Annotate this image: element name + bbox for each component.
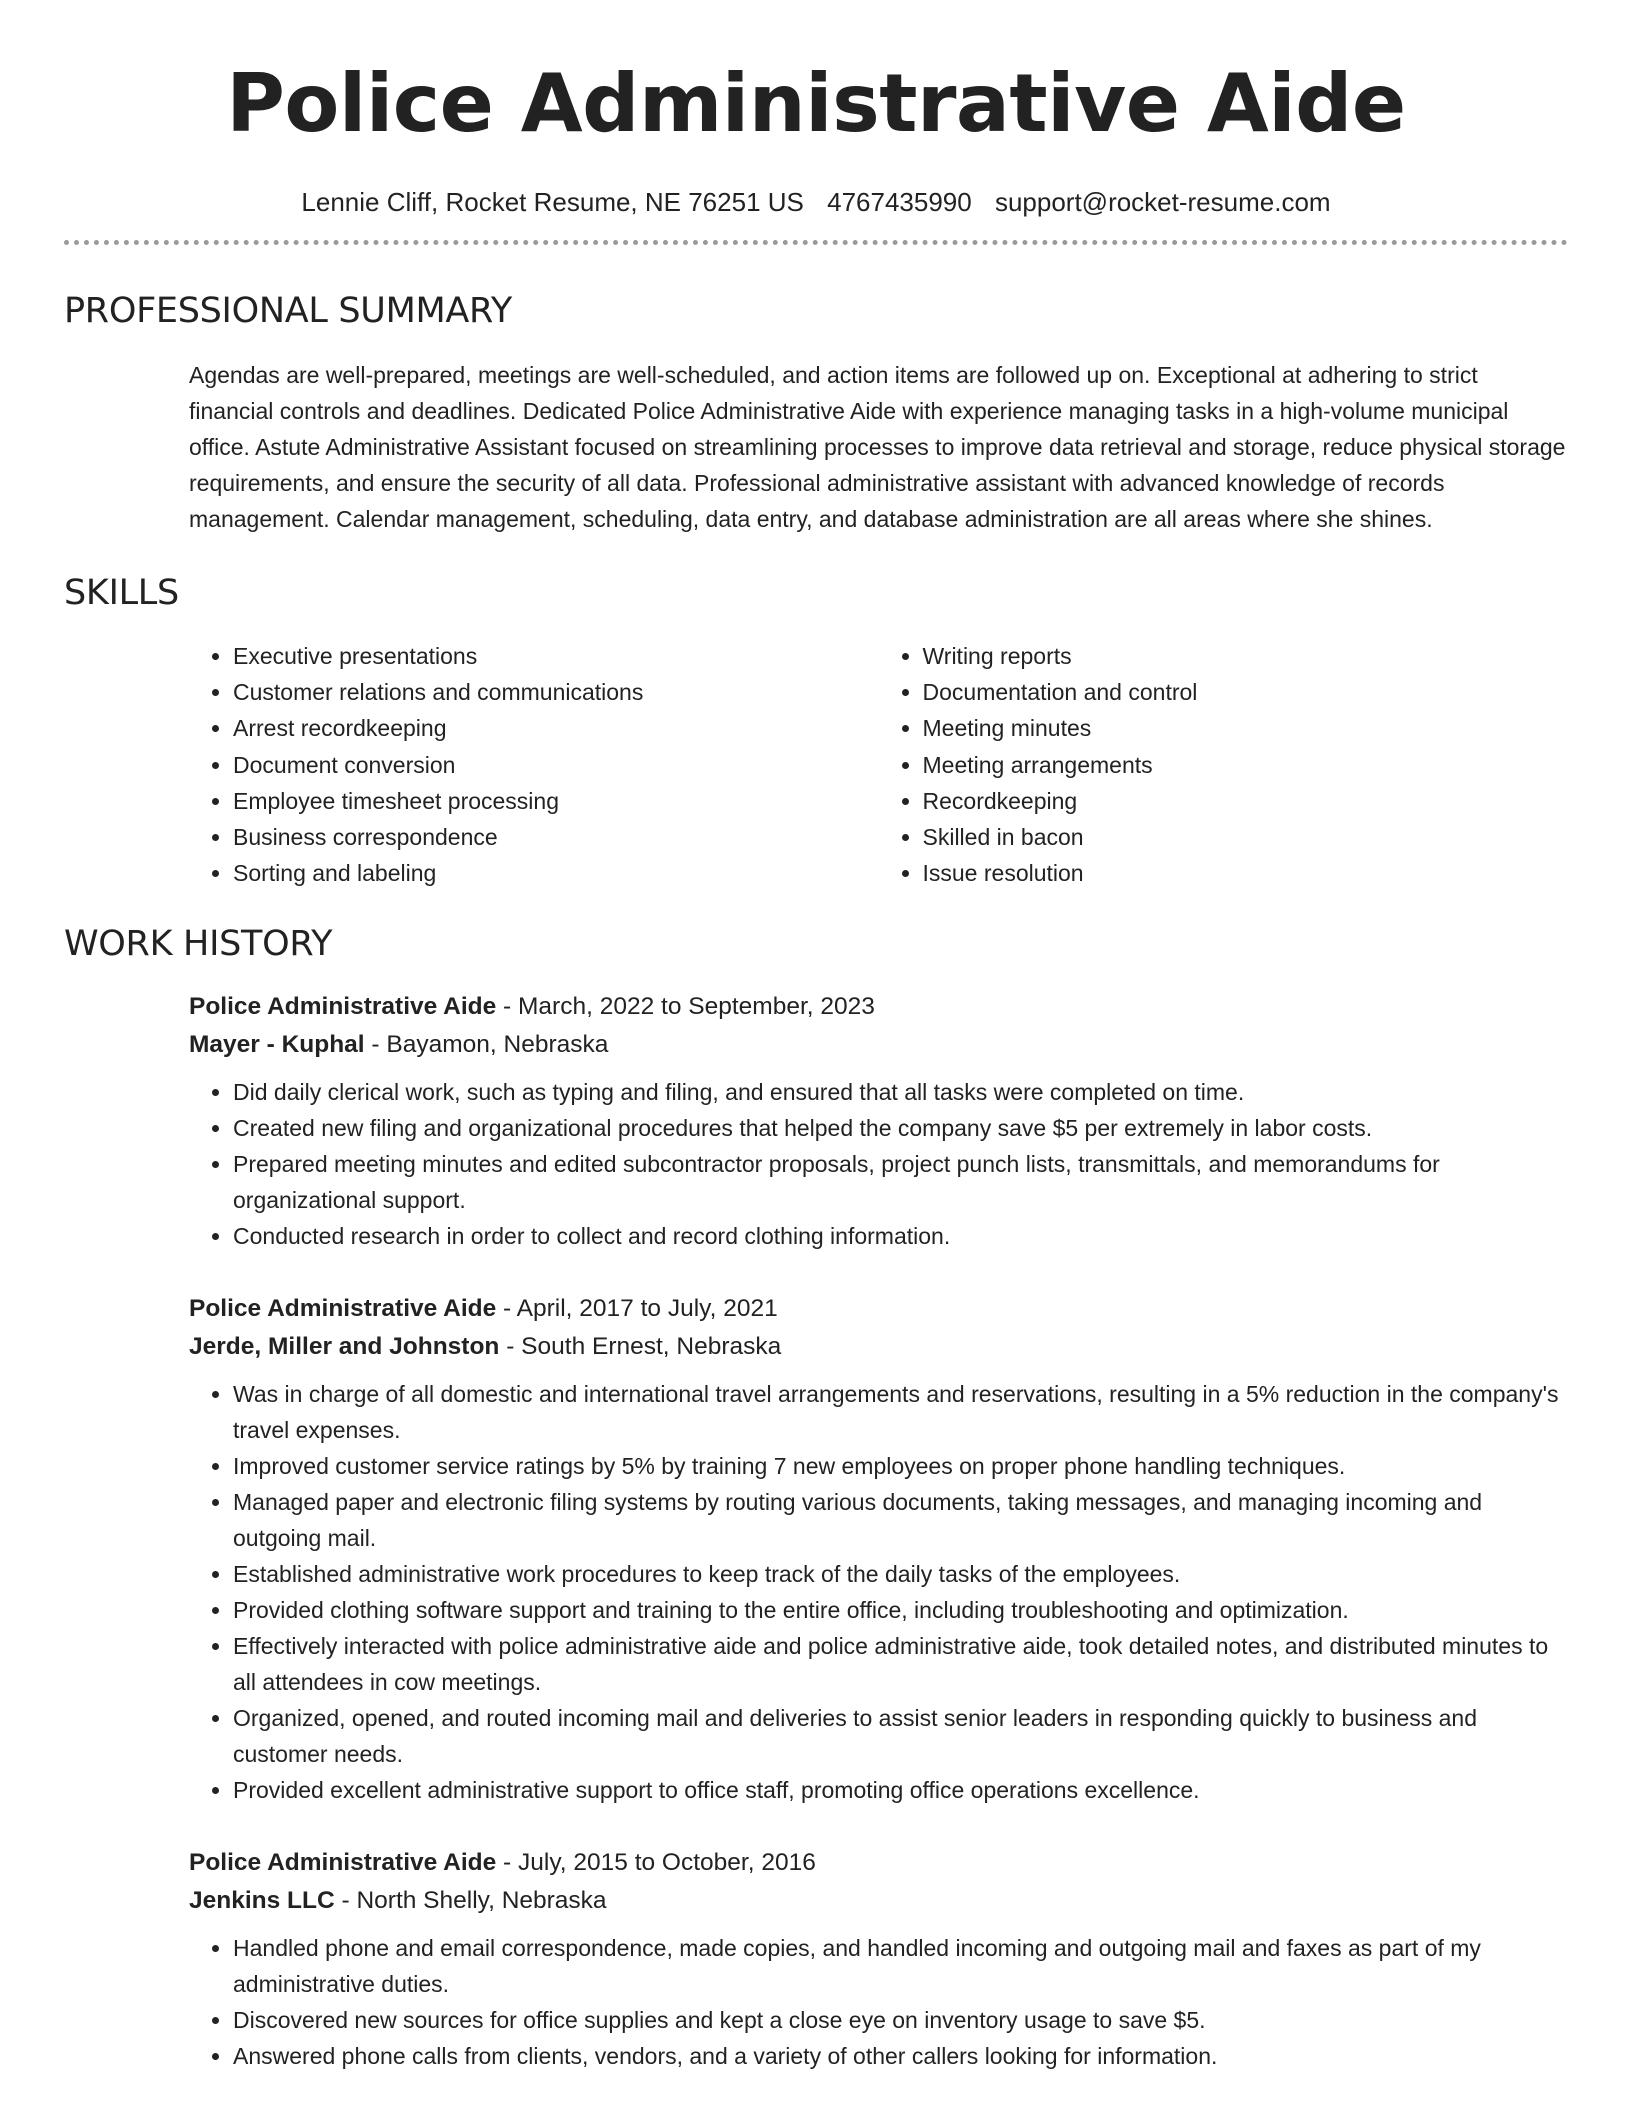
summary-section-title: PROFESSIONAL SUMMARY [64, 291, 512, 331]
job-duty: • Effectively interacted with police administrative aide and police administrative aide, took detailed notes, and distributed minutes to all attendees in cow meetings. [233, 1628, 1568, 1700]
job-position: Police Administrative Aide [189, 993, 497, 1021]
job-company-line [189, 1882, 1568, 1920]
job-company: Jenkins LLC [189, 1887, 335, 1915]
skill-item: • Skilled in bacon [923, 819, 1569, 855]
work-history-section-title: WORK HISTORY [64, 924, 333, 965]
contact-phone: 4767435990 [827, 187, 972, 217]
job-dates: - March, 2022 to September, 2023 [496, 993, 875, 1021]
skill-item: • Meeting arrangements [923, 747, 1569, 783]
skill-item: • Sorting and labeling [233, 855, 879, 891]
contact-email: support@rocket-resume.com [994, 187, 1331, 217]
job-duty: • Was in charge of all domestic and international travel arrangements and reservations, resulting in a 5% reduction in the company's travel expenses. [233, 1376, 1568, 1448]
job-duty: • Conducted research in order to collect and record clothing information. [233, 1218, 1568, 1254]
summary-text: Agendas are well-prepared, meetings are well-scheduled, and action items are followed up on. Exceptional at adhering to strict financial controls and deadlines. Dedicated Police Administrative Aide with experience managing tasks in a high-volume municipal office. Astute Administrative Assistant focused on streamlining processes to improve data retrieval and storage, reduce physical storage requirements, and ensure the security of all data. Professional administrative assistant with advanced knowledge of records management. Calendar management, scheduling, data entry, and database administration are all areas where she shines. [189, 362, 1566, 532]
job-duties-list [189, 1930, 1568, 2074]
skills-section-title: SKILLS [64, 573, 179, 613]
job-title-line [189, 988, 1568, 1026]
skill-item: • Documentation and control [923, 674, 1569, 710]
job-duty: • Handled phone and email correspondence, made copies, and handled incoming and outgoing mail and faxes as part of my administrative duties. [233, 1930, 1568, 2002]
job-location: - South Ernest, Nebraska [499, 1333, 782, 1361]
job-duty: • Created new filing and organizational procedures that helped the company save $5 per extremely in labor costs. [233, 1110, 1568, 1146]
skill-item: • Arrest recordkeeping [233, 710, 879, 746]
skill-item: • Issue resolution [923, 855, 1569, 891]
skills-column-left [189, 638, 879, 891]
job-location: - Bayamon, Nebraska [364, 1031, 609, 1059]
skills-grid [189, 638, 1568, 891]
skill-item: • Recordkeeping [923, 783, 1569, 819]
job-duty: • Provided excellent administrative support to office staff, promoting office operations excellence. [233, 1772, 1568, 1808]
job-duty: • Improved customer service ratings by 5% by training 7 new employees on proper phone handling techniques. [233, 1448, 1568, 1484]
job-duty: • Organized, opened, and routed incoming mail and deliveries to assist senior leaders in responding quickly to business and customer needs. [233, 1700, 1568, 1772]
skill-item: • Executive presentations [233, 638, 879, 674]
job-duties-list [189, 1376, 1568, 1808]
skill-item: • Customer relations and communications [233, 674, 879, 710]
job-entry [189, 1290, 1568, 1808]
job-entry [189, 988, 1568, 1254]
skill-item: • Meeting minutes [923, 710, 1569, 746]
job-company: Mayer - Kuphal [189, 1031, 365, 1059]
skill-item: • Employee timesheet processing [233, 783, 879, 819]
resume-page [64, 0, 1568, 2074]
job-duty: • Answered phone calls from clients, vendors, and a variety of other callers looking for information. [233, 2038, 1568, 2074]
job-company: Jerde, Miller and Johnston [189, 1333, 500, 1361]
contact-address: Lennie Cliff, Rocket Resume, NE 76251 US [301, 187, 804, 217]
skill-item: • Document conversion [233, 747, 879, 783]
job-location: - North Shelly, Nebraska [334, 1887, 607, 1915]
job-duty: • Did daily clerical work, such as typing and filing, and ensured that all tasks were completed on time. [233, 1074, 1568, 1110]
job-duty: • Provided clothing software support and training to the entire office, including troubleshooting and optimization. [233, 1592, 1568, 1628]
job-company-line [189, 1328, 1568, 1366]
job-duty: • Discovered new sources for office supplies and kept a close eye on inventory usage to save $5. [233, 2002, 1568, 2038]
skills-column-right [879, 638, 1569, 891]
job-position: Police Administrative Aide [189, 1295, 497, 1323]
job-dates: - April, 2017 to July, 2021 [496, 1295, 778, 1323]
job-duty: • Managed paper and electronic filing systems by routing various documents, taking messages, and managing incoming and outgoing mail. [233, 1484, 1568, 1556]
skill-item: • Writing reports [923, 638, 1569, 674]
job-title-line [189, 1844, 1568, 1882]
job-duty: • Prepared meeting minutes and edited subcontractor proposals, project punch lists, transmittals, and memorandums for organizational support. [233, 1146, 1568, 1218]
contact-line [64, 185, 1568, 219]
resume-name-heading: Police Administrative Aide [226, 57, 1406, 150]
job-position: Police Administrative Aide [189, 1849, 497, 1877]
job-entry [189, 1844, 1568, 2074]
job-duty: • Established administrative work procedures to keep track of the daily tasks of the employees. [233, 1556, 1568, 1592]
header-divider [64, 240, 1568, 245]
job-dates: - July, 2015 to October, 2016 [496, 1849, 816, 1877]
job-duties-list [189, 1074, 1568, 1254]
job-company-line [189, 1026, 1568, 1064]
job-title-line [189, 1290, 1568, 1328]
skill-item: • Business correspondence [233, 819, 879, 855]
